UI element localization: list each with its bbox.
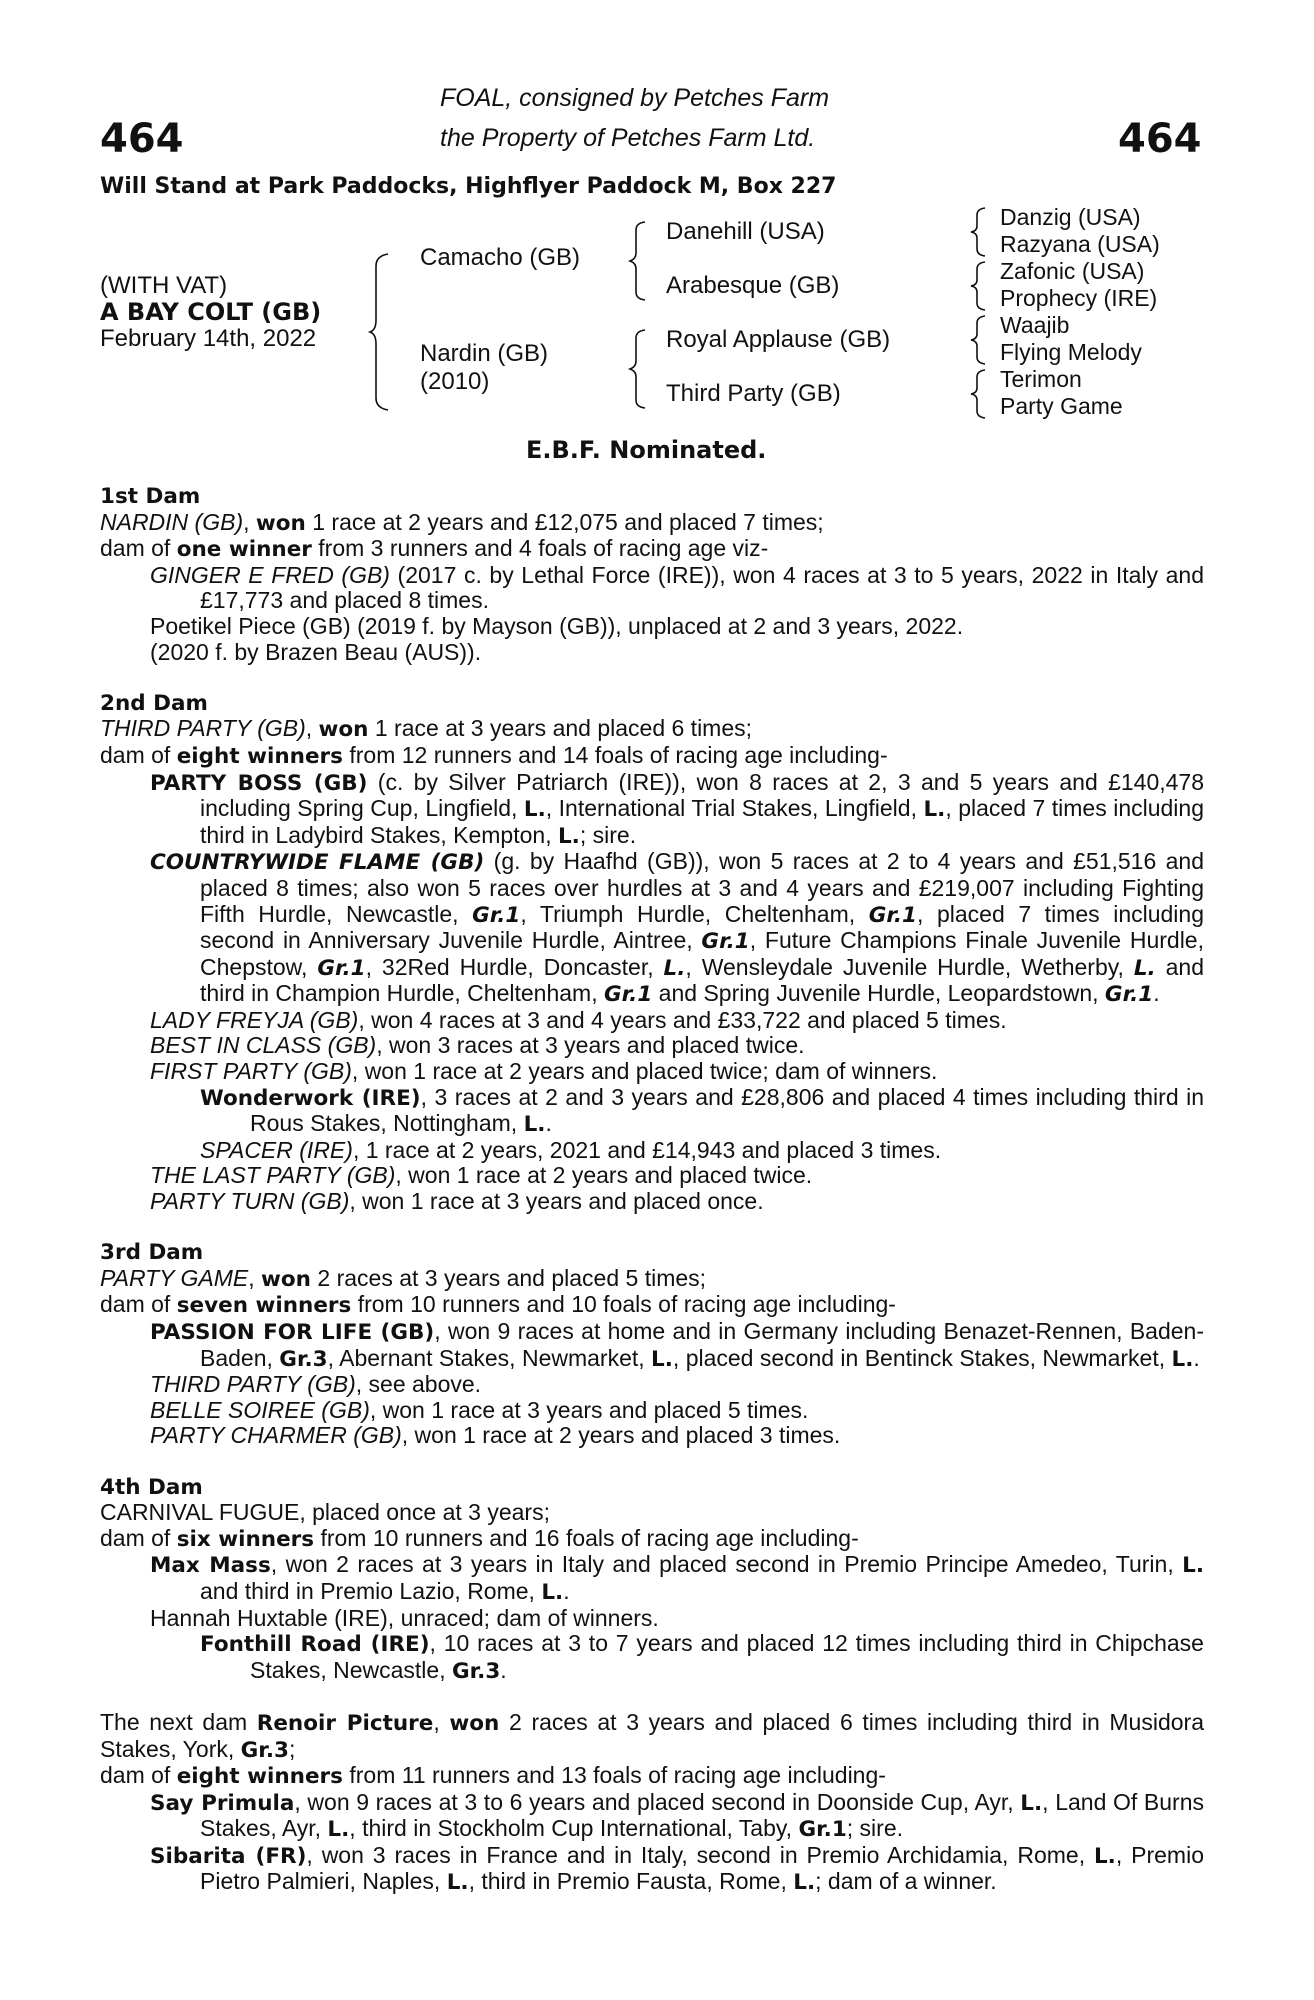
dam-year: (2010) [420, 368, 490, 395]
winners-count: eight winners [176, 1764, 343, 1790]
grade-listed: L. [523, 797, 546, 823]
g3-7: Terimon [1000, 366, 1082, 392]
list-item: THE LAST PARTY (GB), won 1 race at 2 years and placed twice. [150, 1162, 813, 1189]
g3-8: Party Game [1000, 393, 1123, 419]
offspring-name: COUNTRYWIDE FLAME (GB) [150, 850, 485, 876]
grade-listed: L. [1182, 1553, 1204, 1579]
grade-listed: L. [1171, 1346, 1194, 1372]
record-text: 1 race at 3 years and placed 6 times; [368, 715, 753, 742]
g3-3: Zafonic (USA) [1000, 258, 1145, 284]
list-item: Hannah Huxtable (IRE), unraced; dam of winners. [150, 1604, 659, 1631]
grade-listed: L. [1020, 1790, 1043, 1816]
offspring-name: LADY FREYJA (GB) [150, 1006, 359, 1033]
won-label: won [255, 510, 306, 536]
horse-name: A BAY COLT (GB) [100, 298, 322, 326]
record-text: 2 races at 3 years and placed 5 times; [311, 1264, 707, 1291]
dam-sire: Royal Applause (GB) [666, 326, 891, 353]
first-dam-production [100, 536, 1204, 563]
brace-g3-2 [968, 260, 988, 312]
list-item: PARTY BOSS (GB) (c. by Silver Patriarch (IRE)), won 8 races at 2, 3 and 5 years and £140,478 including Spring Cup, Lingfield, L., International Trial Stakes, Lingfield, L., placed 7 times including third in Ladybird Stakes, Kempton, L.; sire. [150, 768, 1204, 849]
g3-1: Danzig (USA) [1000, 204, 1141, 230]
grade-listed: L. [1133, 955, 1156, 981]
next-dam-record: The next dam Renoir Picture, won 2 races at 3 years and placed 6 times including third in Musidora Stakes, York, Gr.3; [100, 1708, 1204, 1763]
grade-gr1: Gr.1 [868, 902, 918, 928]
winners-count: six winners [176, 1526, 315, 1552]
dam-name: THIRD PARTY (GB) [100, 715, 306, 742]
fourth-dam-heading: 4th Dam [100, 1474, 203, 1500]
g3-4: Prophecy (IRE) [1000, 285, 1158, 311]
grade-listed: L. [523, 1112, 546, 1138]
grade-gr1: Gr.1 [317, 955, 366, 981]
third-dam-heading: 3rd Dam [100, 1240, 204, 1266]
offspring-name: PASSION FOR LIFE (GB) [150, 1320, 435, 1345]
list-item: Sibarita (FR), won 3 races in France and in Italy, second in Premio Archidamia, Rome, L., Premio Pietro Palmieri, Naples, L., third in Premio Fausta, Rome, L.; dam of a winner. [150, 1841, 1204, 1896]
lot-number-left: 464 [100, 116, 184, 162]
second-dam-record: THIRD PARTY (GB), won 1 race at 3 years and placed 6 times; [100, 715, 753, 743]
dam-of-label: dam of [100, 535, 171, 562]
foaling-date: February 14th, 2022 [100, 325, 317, 352]
brace-g3-4 [968, 368, 988, 420]
production-text: from 3 runners and 4 foals of racing age viz- [311, 535, 769, 562]
first-dam-heading: 1st Dam [100, 484, 201, 509]
fourth-dam-record: CARNIVAL FUGUE, placed once at 3 years; [100, 1499, 550, 1526]
grade-listed: L. [651, 1346, 673, 1372]
dam-dam: Third Party (GB) [666, 380, 841, 407]
offspring-text: (2017 c. by Lethal Force (IRE)), won 4 races at 3 to 5 years, 2022 in Italy and £17,773 and placed 8 times. [200, 561, 1204, 614]
grade-listed: L. [663, 955, 686, 981]
grade-listed: L. [446, 1870, 469, 1896]
brace-sire [628, 220, 648, 302]
won-label: won [318, 717, 369, 743]
offspring-name: THE LAST PARTY (GB) [150, 1162, 396, 1189]
dam-of-label: dam of [100, 741, 171, 768]
record-text: 1 race at 2 years and £12,075 and placed 7 times; [305, 508, 824, 535]
grade-gr1: Gr.1 [798, 1817, 847, 1843]
dam-of-label: dam of [100, 1291, 171, 1318]
brace-main [368, 252, 390, 412]
g3-6: Flying Melody [1000, 339, 1142, 365]
grade-listed: L. [793, 1870, 816, 1896]
list-item: PARTY CHARMER (GB), won 1 race at 2 years and placed 3 times. [150, 1422, 841, 1449]
third-dam-production [100, 1292, 1204, 1319]
production-text: from 11 runners and 13 foals of racing age including- [342, 1762, 886, 1789]
next-dam-production [100, 1763, 1204, 1790]
list-item: Say Primula, won 9 races at 3 to 6 years and placed second in Doonside Cup, Ayr, L., Land Of Burns Stakes, Ayr, L., third in Stockholm Cup International, Taby, Gr.1; sire. [150, 1788, 1204, 1843]
winners-count: seven winners [176, 1293, 352, 1319]
list-item: PARTY TURN (GB), won 1 race at 3 years and placed once. [150, 1188, 764, 1215]
list-item: PASSION FOR LIFE (GB), won 9 races at home and in Germany including Benazet-Rennen, Baden-Baden, Gr.3, Abernant Stakes, Newmarket, L., placed second in Bentinck Stakes, Newmarket, L.. [150, 1318, 1204, 1372]
property-line: the Property of Petches Farm Ltd. [440, 124, 816, 152]
list-item [100, 563, 1204, 614]
brace-g3-3 [968, 314, 988, 366]
offspring-name: Sibarita (FR) [150, 1843, 307, 1869]
offspring-name: Max Mass [150, 1553, 271, 1579]
fourth-dam-production [100, 1526, 1204, 1553]
stand-location: Will Stand at Park Paddocks, Highflyer Paddock M, Box 227 [100, 174, 837, 199]
consignor-line: FOAL, consigned by Petches Farm [440, 84, 830, 112]
third-dam-record: PARTY GAME, won 2 races at 3 years and placed 5 times; [100, 1264, 707, 1292]
grade-gr1: Gr.1 [472, 902, 521, 928]
second-dam-production [100, 743, 1204, 770]
lot-number-right: 464 [1118, 116, 1202, 162]
offspring-name: PARTY CHARMER (GB) [150, 1422, 402, 1449]
grade-listed: L. [327, 1817, 350, 1843]
list-item: FIRST PARTY (GB), won 1 race at 2 years and placed twice; dam of winners. [150, 1058, 938, 1085]
won-label: won [449, 1710, 500, 1736]
offspring-name: SPACER (IRE) [200, 1136, 353, 1163]
grade-gr3: Gr.3 [240, 1737, 289, 1763]
dam-name: Renoir Picture [256, 1710, 434, 1736]
production-text: from 12 runners and 14 foals of racing age including- [342, 741, 888, 768]
won-label: won [261, 1266, 311, 1292]
list-item: COUNTRYWIDE FLAME (GB) (g. by Haafhd (GB)), won 5 races at 2 to 4 years and £51,516 and placed 8 times; also won 5 races over hurdles at 3 and 4 years and £219,007 including Fighting Fifth Hurdle, Newcastle, Gr.1, Triumph Hurdle, Cheltenham, Gr.1, placed 7 times including second in Anniversary Juvenile Hurdle, Aintree, Gr.1, Future Champions Finale Juvenile Hurdle, Chepstow, Gr.1, 32Red Hurdle, Doncaster, L., Wensleydale Juvenile Hurdle, Wetherby, L. and third in Champion Hurdle, Cheltenham, Gr.1 and Spring Juvenile Hurdle, Leopardstown, Gr.1. [150, 848, 1205, 1008]
offspring-name: BEST IN CLASS (GB) [150, 1032, 377, 1059]
winners-count: one winner [176, 537, 312, 563]
list-item: Wonderwork (IRE), 3 races at 2 and 3 years and £28,806 and placed 4 times including third in Rous Stakes, Nottingham, L.. [200, 1083, 1204, 1138]
sire: Camacho (GB) [420, 244, 581, 271]
grade-listed: L. [541, 1579, 564, 1605]
production-text: from 10 runners and 10 foals of racing age including- [351, 1291, 896, 1318]
dam: Nardin (GB) [420, 340, 549, 367]
dam-of-label: dam of [100, 1762, 171, 1789]
grade-listed: L. [1093, 1843, 1116, 1869]
list-item: BELLE SOIREE (GB), won 1 race at 3 years and placed 5 times. [150, 1396, 809, 1423]
vat-note: (WITH VAT) [100, 272, 228, 299]
dam-of-label: dam of [100, 1524, 171, 1551]
grade-gr1: Gr.1 [603, 982, 653, 1008]
offspring-name: Wonderwork (IRE) [200, 1085, 421, 1111]
dam-name: NARDIN (GB) [100, 508, 244, 535]
g3-2: Razyana (USA) [1000, 231, 1160, 257]
list-item: BEST IN CLASS (GB), won 3 races at 3 years and placed twice. [150, 1032, 805, 1059]
grade-gr3: Gr.3 [279, 1346, 328, 1372]
grade-listed: L. [923, 797, 946, 823]
ebf-nominated: E.B.F. Nominated. [526, 436, 767, 464]
sire-sire: Danehill (USA) [666, 218, 825, 245]
offspring-name: PARTY TURN (GB) [150, 1188, 350, 1215]
list-item: SPACER (IRE), 1 race at 2 years, 2021 and £14,943 and placed 3 times. [200, 1136, 942, 1163]
offspring-name: BELLE SOIREE (GB) [150, 1396, 370, 1423]
production-text: from 10 runners and 16 foals of racing age including- [314, 1524, 859, 1551]
brace-dam [628, 328, 648, 410]
catalogue-body [100, 484, 1204, 1896]
grade-gr1: Gr.1 [701, 929, 750, 955]
offspring-name: Fonthill Road (IRE) [200, 1632, 430, 1658]
grade-listed: L. [557, 823, 580, 849]
offspring-name: THIRD PARTY (GB) [150, 1371, 356, 1398]
g3-5: Waajib [1000, 312, 1070, 338]
offspring-name: FIRST PARTY (GB) [150, 1058, 352, 1085]
list-item: Max Mass, won 2 races at 3 years in Italy and placed second in Premio Principe Amedeo, Turin, L. and third in Premio Lazio, Rome, L.. [150, 1551, 1204, 1605]
list-item: Poetikel Piece (GB) (2019 f. by Mayson (GB)), unplaced at 2 and 3 years, 2022. [150, 612, 964, 639]
first-dam-record: NARDIN (GB), won 1 race at 2 years and £12,075 and placed 7 times; [100, 508, 824, 536]
offspring-name: Say Primula [150, 1790, 295, 1816]
list-item: (2020 f. by Brazen Beau (AUS)). [150, 638, 482, 665]
sire-dam: Arabesque (GB) [666, 272, 840, 299]
list-item: THIRD PARTY (GB), see above. [150, 1371, 482, 1398]
grade-gr3: Gr.3 [451, 1658, 501, 1684]
dam-name: PARTY GAME [100, 1264, 249, 1291]
grade-gr1: Gr.1 [1104, 982, 1154, 1008]
brace-g3-1 [968, 206, 988, 258]
list-item: LADY FREYJA (GB), won 4 races at 3 and 4 years and £33,722 and placed 5 times. [150, 1006, 1007, 1033]
offspring-name: GINGER E FRED (GB) [150, 561, 390, 588]
second-dam-heading: 2nd Dam [100, 690, 208, 716]
winners-count: eight winners [176, 743, 343, 769]
offspring-name: PARTY BOSS (GB) [150, 770, 368, 796]
list-item: Fonthill Road (IRE), 10 races at 3 to 7 years and placed 12 times including third in Chipchase Stakes, Newcastle, Gr.3. [200, 1630, 1204, 1684]
